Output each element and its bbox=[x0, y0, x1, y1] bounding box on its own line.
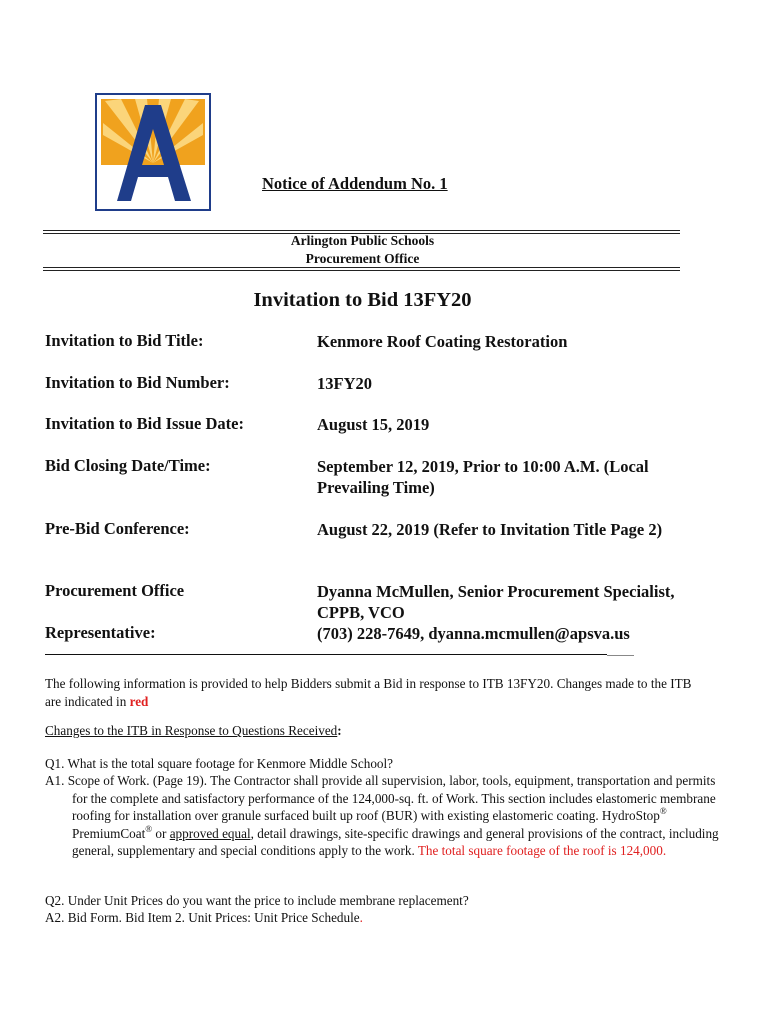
changes-heading-colon: : bbox=[337, 723, 342, 738]
q1-answer bbox=[45, 772, 722, 860]
divider-bottom-1 bbox=[43, 267, 680, 268]
q1-approved-equal: approved equal, bbox=[169, 825, 254, 841]
rep-label-line2: Representative: bbox=[45, 623, 156, 642]
org-office: Procurement Office bbox=[305, 251, 420, 266]
q2-answer-text: A2. Bid Form. Bid Item 2. Unit Prices: Unit Price Schedule bbox=[45, 910, 360, 925]
section-divider-tail bbox=[607, 655, 634, 656]
field-value-prebid: August 22, 2019 (Refer to Invitation Title Page 2) bbox=[317, 520, 663, 539]
changes-heading-text: Changes to the ITB in Response to Questions Received bbox=[45, 723, 338, 738]
divider-top-1 bbox=[43, 230, 680, 231]
field-value-issue-date: August 15, 2019 bbox=[317, 415, 430, 434]
q2-question: Q2. Under Unit Prices do you want the price to include membrane replacement? bbox=[45, 893, 469, 908]
q1-answer-text-2: PremiumCoat bbox=[72, 825, 146, 841]
intro-paragraph bbox=[45, 675, 695, 710]
field-label-number: Invitation to Bid Number: bbox=[45, 373, 230, 392]
q1-registered-mark-2: ® bbox=[145, 823, 153, 834]
org-name: Arlington Public Schools bbox=[290, 233, 435, 248]
section-divider bbox=[45, 654, 607, 655]
rep-value-line3: (703) 228-7649, dyanna.mcmullen@apsva.us bbox=[317, 624, 630, 643]
field-label-closing: Bid Closing Date/Time: bbox=[45, 456, 211, 475]
q1-answer-text-1: A1. Scope of Work. (Page 19). The Contractor shall provide all supervision, labor, tools, equipment, transportation and permits for the complete and satisfactory performance of the 124,000-sq. ft. of Work. This section includes elastomeric membrane roofing for installation over granule surfaced built up roof (BUR) with existing elastomeric coating. HydroStop bbox=[45, 773, 716, 823]
addendum-notice-title: Notice of Addendum No. 1 bbox=[262, 174, 448, 193]
q1-registered-mark-1: ® bbox=[659, 806, 667, 816]
intro-text: The following information is provided to help Bidders submit a Bid in response to ITB 13FY20. Changes made to the ITB are indicated in bbox=[45, 676, 692, 709]
field-value-closing-line2: Prevailing Time) bbox=[317, 478, 435, 497]
field-label-title: Invitation to Bid Title: bbox=[45, 331, 204, 350]
q1-answer-red: The total square footage of the roof is 124,000. bbox=[417, 843, 667, 858]
intro-red-word: red bbox=[129, 693, 149, 709]
q2-answer bbox=[45, 909, 695, 927]
q1-answer-text-4: detail drawings, site-specific drawings and general provisions of the contract, including general, supplementary and special conditions apply to the work. bbox=[72, 825, 719, 858]
q1-answer-text-3: or bbox=[152, 825, 170, 841]
field-label-issue-date: Invitation to Bid Issue Date: bbox=[45, 414, 244, 433]
q1-question: Q1. What is the total square footage for Kenmore Middle School? bbox=[45, 756, 394, 771]
invitation-title: Invitation to Bid 13FY20 bbox=[253, 289, 472, 311]
field-value-title: Kenmore Roof Coating Restoration bbox=[317, 332, 568, 351]
aps-logo bbox=[95, 93, 211, 211]
field-value-number: 13FY20 bbox=[317, 374, 372, 393]
rep-value-line1: Dyanna McMullen, Senior Procurement Specialist, bbox=[317, 582, 675, 601]
changes-heading bbox=[45, 722, 695, 740]
rep-value-line2: CPPB, VCO bbox=[317, 603, 405, 622]
field-label-prebid: Pre-Bid Conference: bbox=[45, 519, 190, 538]
rep-label-line1: Procurement Office bbox=[45, 581, 185, 600]
divider-bottom-2 bbox=[43, 270, 680, 271]
q2-answer-red-dot: . bbox=[359, 910, 363, 925]
field-value-closing-line1: September 12, 2019, Prior to 10:00 A.M. (Local bbox=[317, 457, 649, 476]
